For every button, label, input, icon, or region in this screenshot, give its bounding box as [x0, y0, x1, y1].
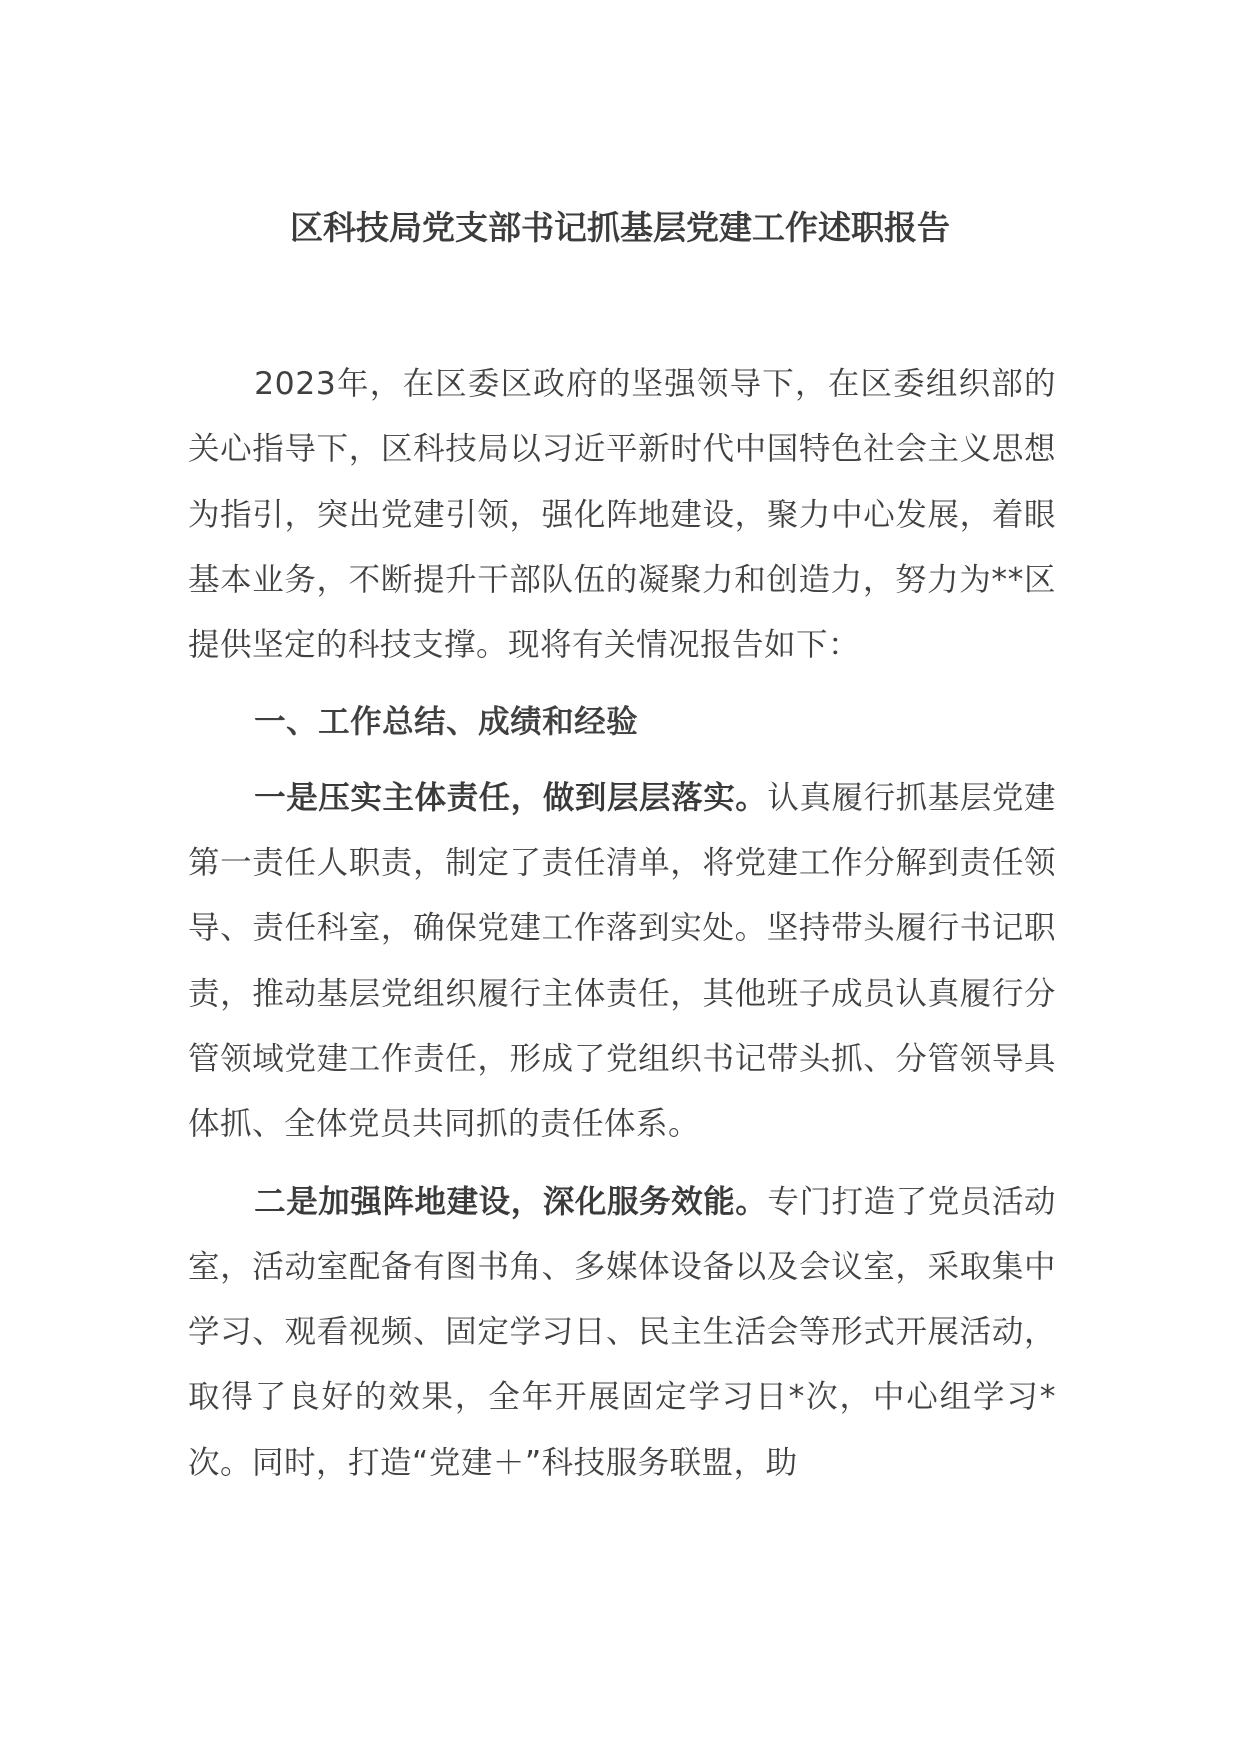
point-one-lead: 一是压实主体责任，做到层层落实。 [254, 779, 768, 816]
point-one-paragraph [188, 766, 1056, 1158]
intro-text: 2023年，在区委区政府的坚强领导下，在区委组织部的关心指导下，区科技局以习近平新时代中国特色社会主义思想为指引，突出党建引领，强化阵地建设，聚力中心发展，着眼基本业务，不断提升干部队伍的凝聚力和创造力，努力为**区提供坚定的科技支撑。现将有关情况报告如下： [188, 366, 1056, 664]
intro-paragraph [188, 352, 1056, 678]
section-heading: 一、工作总结、成绩和经验 [254, 704, 639, 741]
point-two-text: 专门打造了党员活动室，活动室配备有图书角、多媒体设备以及会议室，采取集中学习、观看视频、固定学习日、民主生活会等形式开展活动，取得了良好的效果，全年开展固定学习日*次，中心组学习*次。同时，打造“党建＋”科技服务联盟，助 [188, 1183, 1056, 1481]
point-one-text: 认真履行抓基层党建第一责任人职责，制定了责任清单，将党建工作分解到责任领导、责任科室，确保党建工作落到实处。坚持带头履行书记职责，推动基层党组织履行主体责任，其他班子成员认真履行分管领域党建工作责任，形成了党组织书记带头抓、分管领导具体抓、全体党员共同抓的责任体系。 [188, 779, 1056, 1143]
document-body [188, 352, 1056, 1508]
point-two-lead: 二是加强阵地建设，深化服务效能。 [254, 1183, 768, 1220]
document-title: 区科技局党支部书记抓基层党建工作述职报告 [290, 208, 950, 247]
point-two-paragraph [188, 1170, 1056, 1496]
